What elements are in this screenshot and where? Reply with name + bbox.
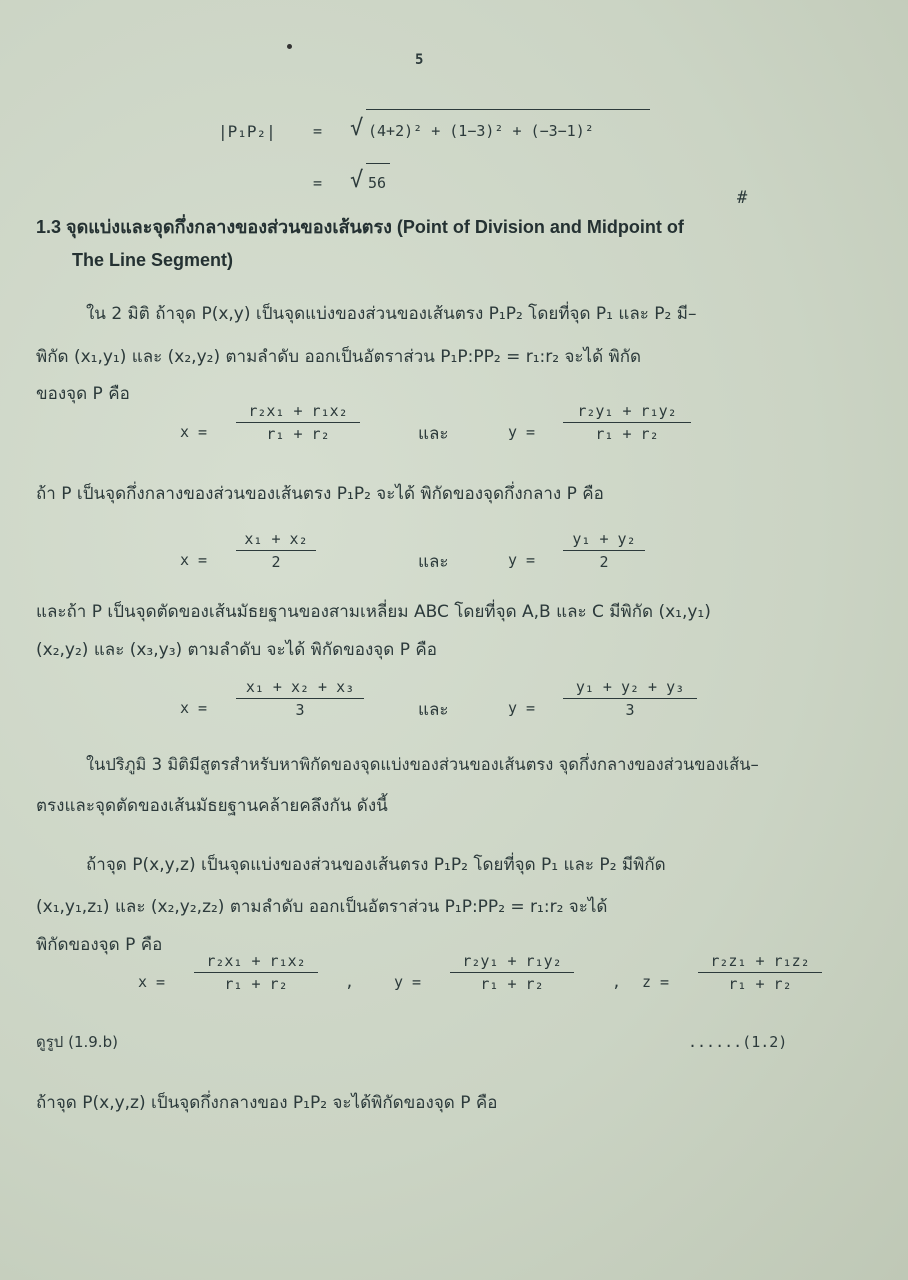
distance-eq-2: =	[313, 174, 323, 192]
eq2-x-denominator: 2	[271, 553, 281, 571]
eq4-x-label: x =	[138, 973, 166, 991]
eq4-z-numerator: r₂z₁ + r₁z₂	[698, 952, 822, 973]
eq2-y-label: y =	[508, 551, 536, 569]
distance-radicand: (4+2)² + (1−3)² + (−3−1)²	[368, 122, 594, 140]
eq3-and: และ	[418, 700, 449, 720]
eq3-y-fraction	[563, 678, 697, 719]
eq3-x-denominator: 3	[295, 701, 305, 719]
para3-line2: (x₂,y₂) และ (x₃,y₃) ตามลำดับ จะได้ พิกัดของจุด P คือ	[36, 640, 437, 660]
eq4-y-denominator: r₁ + r₂	[480, 975, 544, 993]
distance-result: 56	[368, 174, 387, 192]
eq4-x-fraction	[194, 952, 318, 993]
para2: ถ้า P เป็นจุดกึ่งกลางของส่วนของเส้นตรง P₁P₂ จะได้ พิกัดของจุดกึ่งกลาง P คือ	[36, 484, 604, 504]
eq3-x-numerator: x₁ + x₂ + x₃	[236, 678, 364, 699]
eq1-x-label: x =	[180, 423, 208, 441]
eq3-y-numerator: y₁ + y₂ + y₃	[563, 678, 697, 699]
eq2-y-fraction	[563, 530, 645, 571]
eq1-x-fraction	[236, 402, 360, 443]
ink-dot	[287, 44, 292, 49]
eq1-y-label: y =	[508, 423, 536, 441]
eq4-z-label: z =	[642, 973, 670, 991]
para6: ถ้าจุด P(x,y,z) เป็นจุดกึ่งกลางของ P₁P₂ จะได้พิกัดของจุด P คือ	[36, 1093, 498, 1113]
distance-lhs: |P₁P₂|	[218, 122, 276, 141]
eq4-z-fraction	[698, 952, 822, 993]
para1-line2: พิกัด (x₁,y₁) และ (x₂,y₂) ตามลำดับ ออกเป็นอัตราส่วน P₁P:PP₂ = r₁:r₂ จะได้ พิกัด	[36, 347, 642, 367]
eq4-comma-1: ,	[345, 973, 355, 991]
para5-line2: (x₁,y₁,z₁) และ (x₂,y₂,z₂) ตามลำดับ ออกเป็นอัตราส่วน P₁P:PP₂ = r₁:r₂ จะได้	[36, 897, 608, 917]
section-heading-line2: The Line Segment)	[72, 250, 234, 270]
equation-number: ......(1.2)	[688, 1033, 788, 1051]
eq3-x-label: x =	[180, 699, 208, 717]
end-mark: #	[737, 188, 748, 208]
eq1-and: และ	[418, 424, 449, 444]
eq4-x-numerator: r₂x₁ + r₁x₂	[194, 952, 318, 973]
eq4-y-fraction	[450, 952, 574, 993]
sqrt-bar-2	[366, 163, 390, 164]
page-number: 5	[415, 52, 424, 68]
eq1-y-fraction	[563, 402, 691, 443]
eq1-x-denominator: r₁ + r₂	[266, 425, 330, 443]
sqrt-bar	[366, 109, 650, 110]
figure-reference: ดูรูป (1.9.b)	[36, 1033, 118, 1051]
eq2-and: และ	[418, 552, 449, 572]
para5-line3: พิกัดของจุด P คือ	[36, 935, 163, 955]
eq1-y-numerator: r₂y₁ + r₁y₂	[563, 402, 691, 423]
eq4-x-denominator: r₁ + r₂	[224, 975, 288, 993]
section-heading: 1.3 จุดแบ่งและจุดกึ่งกลางของส่วนของเส้นตรง (Point of Division and Midpoint of	[36, 217, 684, 237]
eq1-x-numerator: r₂x₁ + r₁x₂	[236, 402, 360, 423]
para4-line1: ในปริภูมิ 3 มิติมีสูตรสำหรับหาพิกัดของจุดแบ่งของส่วนของเส้นตรง จุดกึ่งกลางของส่วนของเส้น–	[86, 755, 759, 774]
eq2-y-numerator: y₁ + y₂	[563, 530, 645, 551]
eq3-y-label: y =	[508, 699, 536, 717]
eq3-y-denominator: 3	[625, 701, 635, 719]
para5-line1: ถ้าจุด P(x,y,z) เป็นจุดแบ่งของส่วนของเส้นตรง P₁P₂ โดยที่จุด P₁ และ P₂ มีพิกัด	[86, 855, 666, 875]
eq2-x-fraction	[236, 530, 316, 571]
sqrt-symbol-2: √	[350, 168, 364, 193]
eq3-x-fraction	[236, 678, 364, 719]
eq4-z-denominator: r₁ + r₂	[728, 975, 792, 993]
eq4-y-label: y =	[394, 973, 422, 991]
eq4-y-numerator: r₂y₁ + r₁y₂	[450, 952, 574, 973]
eq1-y-denominator: r₁ + r₂	[595, 425, 659, 443]
distance-eq: =	[313, 122, 323, 140]
eq2-y-denominator: 2	[599, 553, 609, 571]
para1-line3: ของจุด P คือ	[36, 384, 130, 404]
eq2-x-numerator: x₁ + x₂	[236, 530, 316, 551]
para1-line1: ใน 2 มิติ ถ้าจุด P(x,y) เป็นจุดแบ่งของส่วนของเส้นตรง P₁P₂ โดยที่จุด P₁ และ P₂ มี–	[86, 304, 697, 324]
eq4-comma-2: ,	[612, 973, 622, 991]
eq2-x-label: x =	[180, 551, 208, 569]
para3-line1: และถ้า P เป็นจุดตัดของเส้นมัธยฐานของสามเหลี่ยม ABC โดยที่จุด A,B และ C มีพิกัด (x₁,y₁)	[36, 602, 711, 622]
para4-line2: ตรงและจุดตัดของเส้นมัธยฐานคล้ายคลึงกัน ดังนี้	[36, 796, 388, 816]
sqrt-symbol: √	[350, 116, 364, 141]
